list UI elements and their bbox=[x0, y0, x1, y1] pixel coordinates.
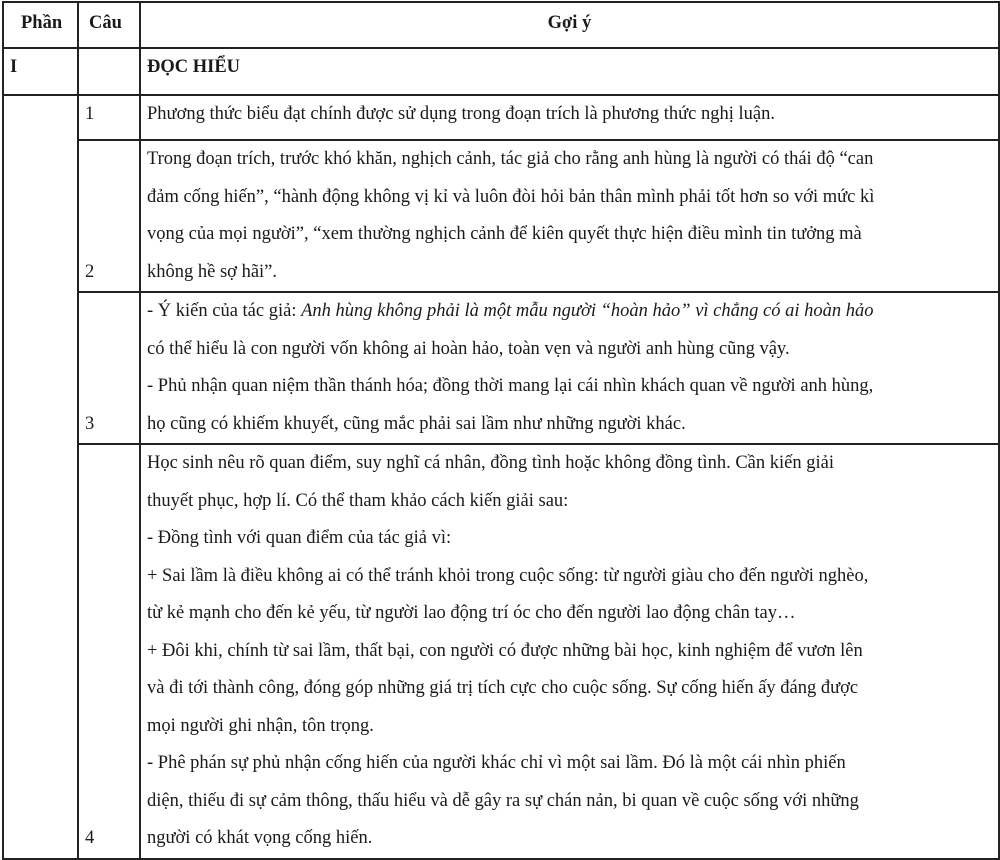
table-row bbox=[3, 292, 999, 444]
header-hint: Gợi ý bbox=[140, 2, 999, 48]
table-row bbox=[3, 140, 999, 292]
hint-line: không hề sợ hãi”. bbox=[147, 261, 278, 282]
hint-line bbox=[147, 293, 992, 331]
table-row bbox=[3, 444, 999, 859]
answer-key-table bbox=[2, 1, 1000, 860]
section-question-empty bbox=[78, 48, 140, 95]
hint-line: + Sai lầm là điều không ai có thể tránh khỏi trong cuộc sống: từ người giàu cho đến người nghèo, bbox=[147, 565, 869, 586]
hint-line: - Phê phán sự phủ nhận cống hiến của người khác chỉ vì một sai lầm. Đó là một cái nhìn phiến bbox=[147, 753, 846, 773]
header-question: Câu bbox=[78, 2, 140, 48]
section-part: I bbox=[3, 48, 78, 95]
hint-line: Học sinh nêu rõ quan điểm, suy nghĩ cá nhân, đồng tình hoặc không đồng tình. Cần kiến giải bbox=[147, 453, 834, 473]
hint-line: có thể hiểu là con người vốn không ai hoàn hảo, toàn vẹn và người anh hùng cũng vậy. bbox=[147, 338, 790, 359]
header-row bbox=[3, 2, 999, 48]
hint-line: Phương thức biểu đạt chính được sử dụng trong đoạn trích là phương thức nghị luận. bbox=[147, 104, 775, 124]
hint-cell bbox=[140, 95, 999, 140]
question-number: 3 bbox=[78, 292, 140, 444]
hint-line: từ kẻ mạnh cho đến kẻ yếu, từ người lao động trí óc cho đến người lao động chân tay… bbox=[147, 603, 796, 623]
hint-line: đảm cống hiến”, “hành động không vị kỉ và luôn đòi hỏi bản thân mình phải tốt hơn so với mức kì bbox=[147, 186, 875, 207]
hint-cell bbox=[140, 292, 999, 444]
hint-line: - Phủ nhận quan niệm thần thánh hóa; đồng thời mang lại cái nhìn khách quan về người anh hùng, bbox=[147, 376, 874, 396]
hint-line-prefix: - Ý kiến của tác giả: bbox=[147, 301, 302, 321]
section-title: ĐỌC HIỂU bbox=[140, 48, 999, 95]
question-number: 2 bbox=[78, 140, 140, 292]
hint-line-quote: Anh hùng không phải là một mẫu người “hoàn hảo” vì chẳng có ai hoàn hảo bbox=[301, 301, 874, 321]
header-part: Phần bbox=[3, 2, 78, 48]
hint-line: vọng của mọi người”, “xem thường nghịch cảnh để kiên quyết thực hiện điều mình tin tưởng mà bbox=[147, 224, 862, 244]
hint-line: Trong đoạn trích, trước khó khăn, nghịch cảnh, tác giả cho rằng anh hùng là người có thái độ “can bbox=[147, 149, 874, 169]
hint-line: - Đồng tình với quan điểm của tác giả vì: bbox=[147, 528, 452, 548]
hint-line: thuyết phục, hợp lí. Có thể tham khảo cách kiến giải sau: bbox=[147, 490, 569, 511]
hint-line: họ cũng có khiếm khuyết, cũng mắc phải sai lầm như những người khác. bbox=[147, 413, 686, 434]
hint-line: + Đôi khi, chính từ sai lầm, thất bại, con người có được những bài học, kinh nghiệm để vươn lên bbox=[147, 640, 863, 661]
question-number: 1 bbox=[78, 95, 140, 140]
hint-line: người có khát vọng cống hiến. bbox=[147, 828, 373, 848]
table-row bbox=[3, 95, 999, 140]
part-cell-empty bbox=[3, 95, 78, 859]
hint-line: mọi người ghi nhận, tôn trọng. bbox=[147, 715, 374, 736]
hint-cell bbox=[140, 444, 999, 859]
hint-line: và đi tới thành công, đóng góp những giá trị tích cực cho cuộc sống. Sự cống hiến ấy đáng được bbox=[147, 678, 859, 698]
section-row bbox=[3, 48, 999, 95]
hint-cell bbox=[140, 140, 999, 292]
hint-line: diện, thiếu đi sự cảm thông, thấu hiểu và dễ gây ra sự chán nản, bi quan về cuộc sống với những bbox=[147, 790, 859, 811]
question-number: 4 bbox=[78, 444, 140, 859]
